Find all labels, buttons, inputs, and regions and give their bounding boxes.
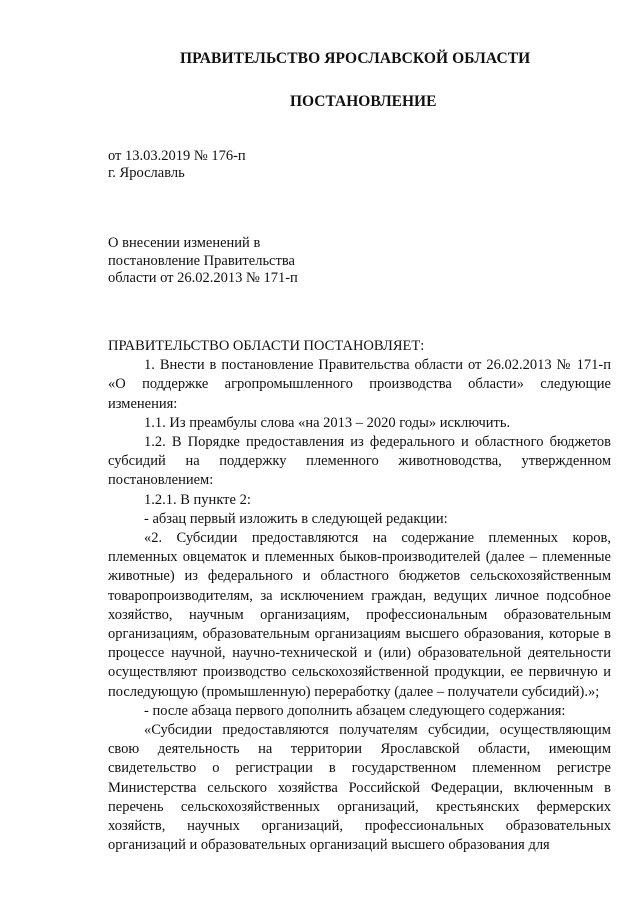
paragraph-1-2-1: 1.2.1. В пункте 2: [144,491,251,508]
date-number: от 13.03.2019 № 176-п [108,148,246,164]
preamble: ПРАВИТЕЛЬСТВО ОБЛАСТИ ПОСТАНОВЛЯЕТ: [108,338,425,354]
document-subject [108,235,298,288]
paragraph-1-2: 1.2. В Порядке предоставления из федерального и областного бюджетов субсидий на поддержку племенного животноводства, утвержденном постановлением: [108,434,611,489]
paragraph-dash-1: - абзац первый изложить в следующей редакции: [144,510,448,527]
paragraph-dash-2: - после абзаца первого дополнить абзацем следующего содержания: [144,702,566,719]
paragraph-quote-1: «2. Субсидии предоставляются на содержание племенных коров, племенных овцематок и племенных быков-производителей (далее – племенные животные) из федерального и областного бюджетов сельскохозяйственным товаропроизводителям, за исключением граждан, ведущих личное подсобное хозяйство, научным организациям, профессиональным образовательным организациям, образовательным организациям высшего образования, которые в процессе научной, научно-технической и (или) образовательной деятельности осуществляют производство сельскохозяйственной продукции, ее первичную и последующую (промышленную) переработку (далее – получатели субсидий).»; [108,530,611,700]
subject-line-2: постановление Правительства [108,252,295,269]
paragraph-1-1: 1.1. Из преамбулы слова «на 2013 – 2020 годы» исключить. [144,414,511,431]
paragraph-1: 1. Внести в постановление Правительства области от 26.02.2013 № 171-п «О поддержке агропромышленного производства области» следующие изменения: [108,357,611,412]
city: г. Ярославль [108,165,185,181]
paragraph-quote-2: «Субсидии предоставляются получателям субсидии, осуществляющим свою деятельность на территории Ярославской области, имеющим свидетельство о регистрации в государственном племенном регистре Министерства сельского хозяйства Российской Федерации, включенным в перечень сельскохозяйственных организаций, крестьянских фермерских хозяйств, научных организаций, профессиональных образовательных организаций и образовательных организаций высшего образования для [108,722,611,854]
document-meta [108,148,246,182]
document-body [108,337,611,855]
subject-line-1: О внесении изменений в [108,235,261,251]
document-type-title: ПОСТАНОВЛЕНИЕ [290,93,437,110]
subject-line-3: области от 26.02.2013 № 171-п [108,270,298,286]
government-title: ПРАВИТЕЛЬСТВО ЯРОСЛАВСКОЙ ОБЛАСТИ [180,50,531,67]
